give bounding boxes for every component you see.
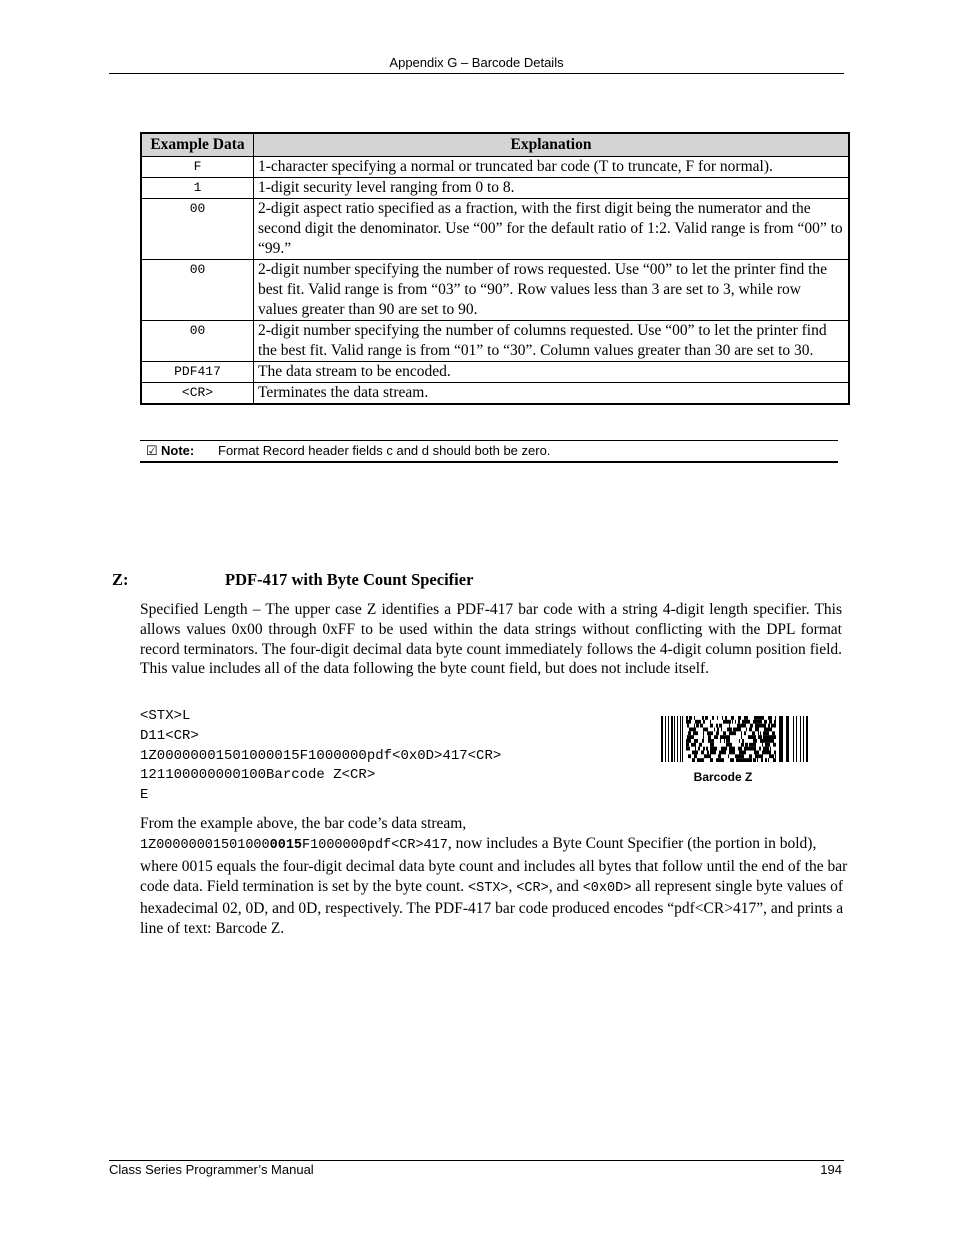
data-stream-code	[140, 838, 448, 853]
para2-intro: From the example above, the bar code’s data stream,	[140, 815, 467, 832]
note-box	[140, 440, 838, 463]
column-header-explanation: Explanation	[254, 133, 850, 157]
para2-text2: all represent single byte values of hexadecimal 02, 0D, and 0D, respectively. The PDF-417 bar code produced encodes “pdf<CR>417”, and prints a line of text: Barcode Z.	[140, 877, 844, 938]
explanation-cell: 1-digit security level ranging from 0 to 8.	[254, 178, 850, 199]
explanation-cell: 1-character specifying a normal or truncated bar code (T to truncate, F for normal).	[254, 157, 850, 178]
data-stream-prefix: 1Z00000001501000	[140, 838, 270, 854]
explanation-cell: 2-digit number specifying the number of rows requested. Use “00” to let the printer find the best fit. Valid range is from “03” to “90”. Row values less than 3 are set to 3, while row values greater than 90 are set to 90.	[254, 260, 850, 321]
table-row	[141, 178, 849, 199]
para2-text1: , now includes a Byte Count Specifier (the portion in bold), where 0015 equals the four-digit decimal data byte count and includes all bytes that follow until the end of the bar code data. Field termination is set by the byte count.	[140, 835, 848, 895]
section-paragraph: Specified Length – The upper case Z identifies a PDF-417 bar code with a string 4-digit length specifier. This allows values 0x00 through 0xFF to be used within the data strings without conflicting with the DPL format record terminators. The four-digit decimal data byte count immediately follows the 4-digit column position field. This value includes all of the data following the byte count field, but does not include itself.	[140, 601, 842, 678]
explanation-paragraph	[140, 814, 850, 940]
explanation-cell: The data stream to be encoded.	[254, 362, 850, 383]
example-data-cell: 1	[141, 178, 254, 199]
note-text: Format Record header fields c and d should both be zero.	[218, 443, 551, 458]
footer-manual-title: Class Series Programmer’s Manual	[109, 1162, 314, 1177]
section-title: PDF-417 with Byte Count Specifier	[225, 570, 474, 589]
barcode-caption: Barcode Z	[693, 770, 753, 784]
footer-rule	[109, 1160, 844, 1161]
data-stream-suffix: F1000000pdf<CR>417	[302, 838, 448, 854]
example-data-cell: <CR>	[141, 383, 254, 405]
table-row	[141, 260, 849, 321]
explanation-cell: 2-digit aspect ratio specified as a fraction, with the first digit being the numerator and the second digit the denominator. Use “00” for the default ratio of 1:2. Valid range is from “00” to “99.”	[254, 199, 850, 260]
page-number: 194	[820, 1162, 842, 1177]
checkbox-checked-icon: ☑	[146, 443, 158, 458]
section-letter: Z:	[112, 570, 129, 589]
hex-code: <0x0D>	[582, 880, 632, 896]
code-line: 121100000000100Barcode Z<CR>	[140, 767, 376, 784]
para2-sep1: ,	[508, 877, 517, 895]
table-row	[141, 157, 849, 178]
example-data-cell: 00	[141, 321, 254, 362]
para2-sep2: , and	[548, 877, 583, 895]
pdf417-barcode-image	[659, 716, 809, 762]
column-header-example-data: Example Data	[141, 133, 254, 157]
example-data-cell: PDF417	[141, 362, 254, 383]
code-example	[140, 707, 620, 806]
table-row	[141, 199, 849, 260]
example-data-cell: 00	[141, 199, 254, 260]
note-label: Note:	[161, 443, 195, 458]
header-rule	[109, 73, 844, 74]
code-line: <STX>L	[140, 708, 191, 724]
example-data-cell: 00	[141, 260, 254, 321]
code-line: E	[140, 787, 149, 804]
explanation-cell: Terminates the data stream.	[254, 383, 850, 405]
table-header-row	[141, 133, 849, 157]
stx-code: <STX>	[468, 880, 509, 896]
table-row	[141, 321, 849, 362]
cr-code: <CR>	[516, 880, 549, 896]
code-line: 1Z00000001501000015F1000000pdf<0x0D>417<CR>	[140, 747, 502, 764]
table-row	[141, 362, 849, 383]
code-line: D11<CR>	[140, 727, 199, 744]
page-header: Appendix G – Barcode Details	[389, 55, 564, 70]
table-row	[141, 383, 849, 405]
explanation-table	[140, 132, 850, 405]
byte-count-bold: 0015	[269, 838, 303, 854]
example-data-cell: F	[141, 157, 254, 178]
explanation-cell: 2-digit number specifying the number of columns requested. Use “00” to let the printer find the best fit. Valid range is from “01” to “30”. Column values greater than 30 are set to 30.	[254, 321, 850, 362]
